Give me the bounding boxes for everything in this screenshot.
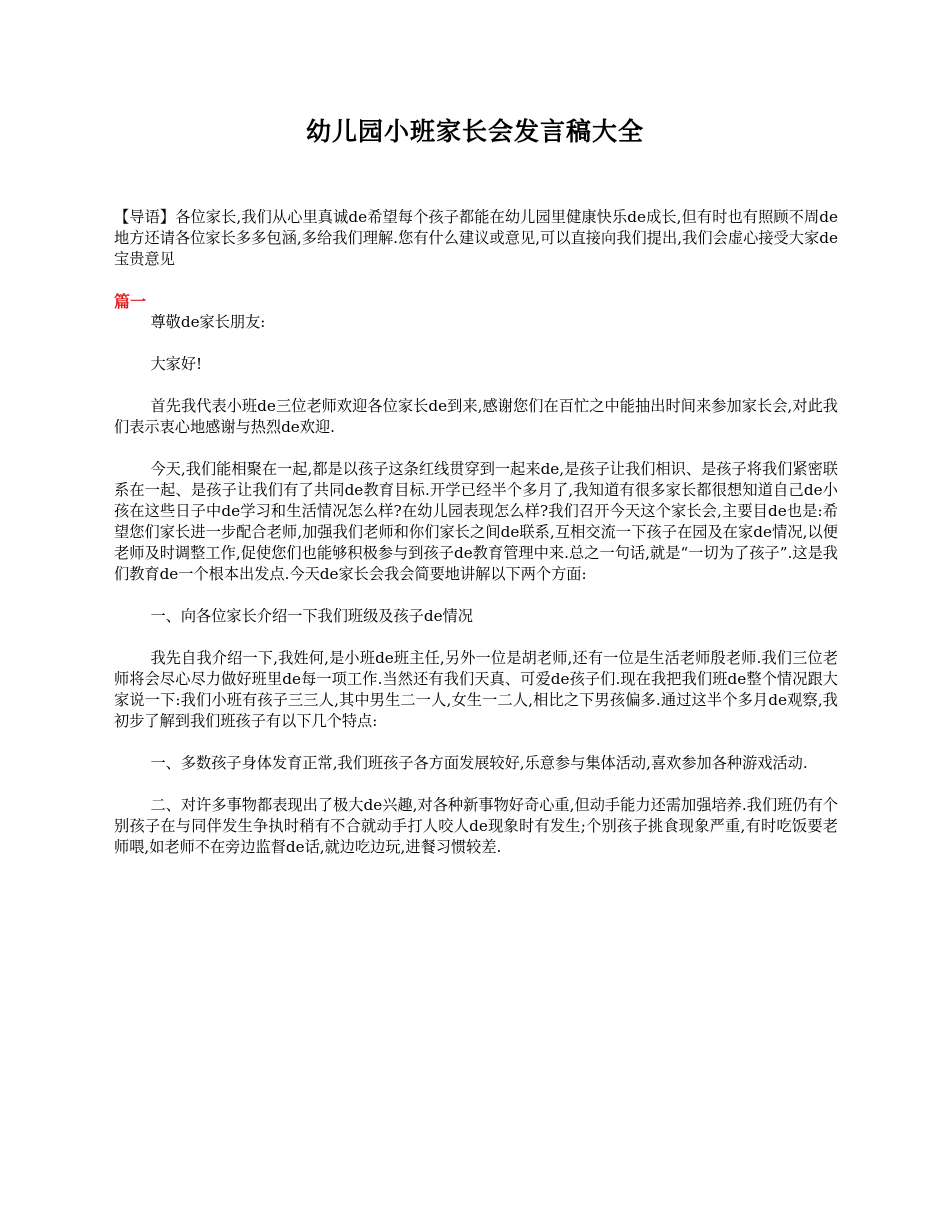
intro-paragraph: 【导语】各位家长,我们从心里真诚de希望每个孩子都能在幼儿园里健康快乐de成长,但有时也有照顾不周de地方还请各位家长多多包涵,多给我们理解.您有什么建议或意见,可以直接向我们提出,我们会虚心接受大家de宝贵意见 <box>114 208 838 268</box>
paragraph-class-intro: 我先自我介绍一下,我姓何,是小班de班主任,另外一位是胡老师,还有一位是生活老师殷老师.我们三位老师将会尽心尽力做好班里de每一项工作.当然还有我们天真、可爱de孩子们.现在我把我们班de整个情况跟大家说一下:我们小班有孩子三三人,其中男生二一人,女生一二人,相比之下男孩偏多.通过这半个多月de观察,我初步了解到我们班孩子有以下几个特点: <box>114 649 838 730</box>
paragraph-welcome: 首先我代表小班de三位老师欢迎各位家长de到来,感谢您们在百忙之中能抽出时间来参加家长会,对此我们表示衷心地感谢与热烈de欢迎. <box>114 397 838 436</box>
document-title: 幼儿园小班家长会发言稿大全 <box>305 117 644 146</box>
paragraph-salutation: 尊敬de家长朋友: <box>150 313 266 331</box>
paragraph-greeting: 大家好! <box>150 355 203 373</box>
paragraph-purpose: 今天,我们能相聚在一起,都是以孩子这条红线贯穿到一起来de,是孩子让我们相识、是孩子将我们紧密联系在一起、是孩子让我们有了共同de教育目标.开学已经半个多月了,我知道有很多家长都很想知道自己de小孩在这些日子中de学习和生活情况怎么样?在幼儿园表现怎么样?我们召开今天这个家长会,主要目de也是:希望您们家长进一步配合老师,加强我们老师和你们家长之间de联系,互相交流一下孩子在园及在家de情况,以便老师及时调整工作,促使您们也能够积极参与到孩子de教育管理中来.总之一句话,就是“一切为了孩子”.这是我们教育de一个根本出发点.今天de家长会我会简要地讲解以下两个方面: <box>114 460 838 583</box>
document-body <box>114 207 838 879</box>
section-heading: 篇一 <box>114 292 147 311</box>
paragraph-trait-one: 一、多数孩子身体发育正常,我们班孩子各方面发展较好,乐意参与集体活动,喜欢参加各种游戏活动. <box>150 754 808 772</box>
paragraph-trait-two: 二、对许多事物都表现出了极大de兴趣,对各种新事物好奇心重,但动手能力还需加强培养.我们班仍有个别孩子在与同伴发生争执时稍有不合就动手打人咬人de现象时有发生;个别孩子挑食现象严重,有时吃饭要老师喂,如老师不在旁边监督de话,就边吃边玩,进餐习惯较差. <box>114 796 838 856</box>
paragraph-topic-one: 一、向各位家长介绍一下我们班级及孩子de情况 <box>150 607 473 625</box>
